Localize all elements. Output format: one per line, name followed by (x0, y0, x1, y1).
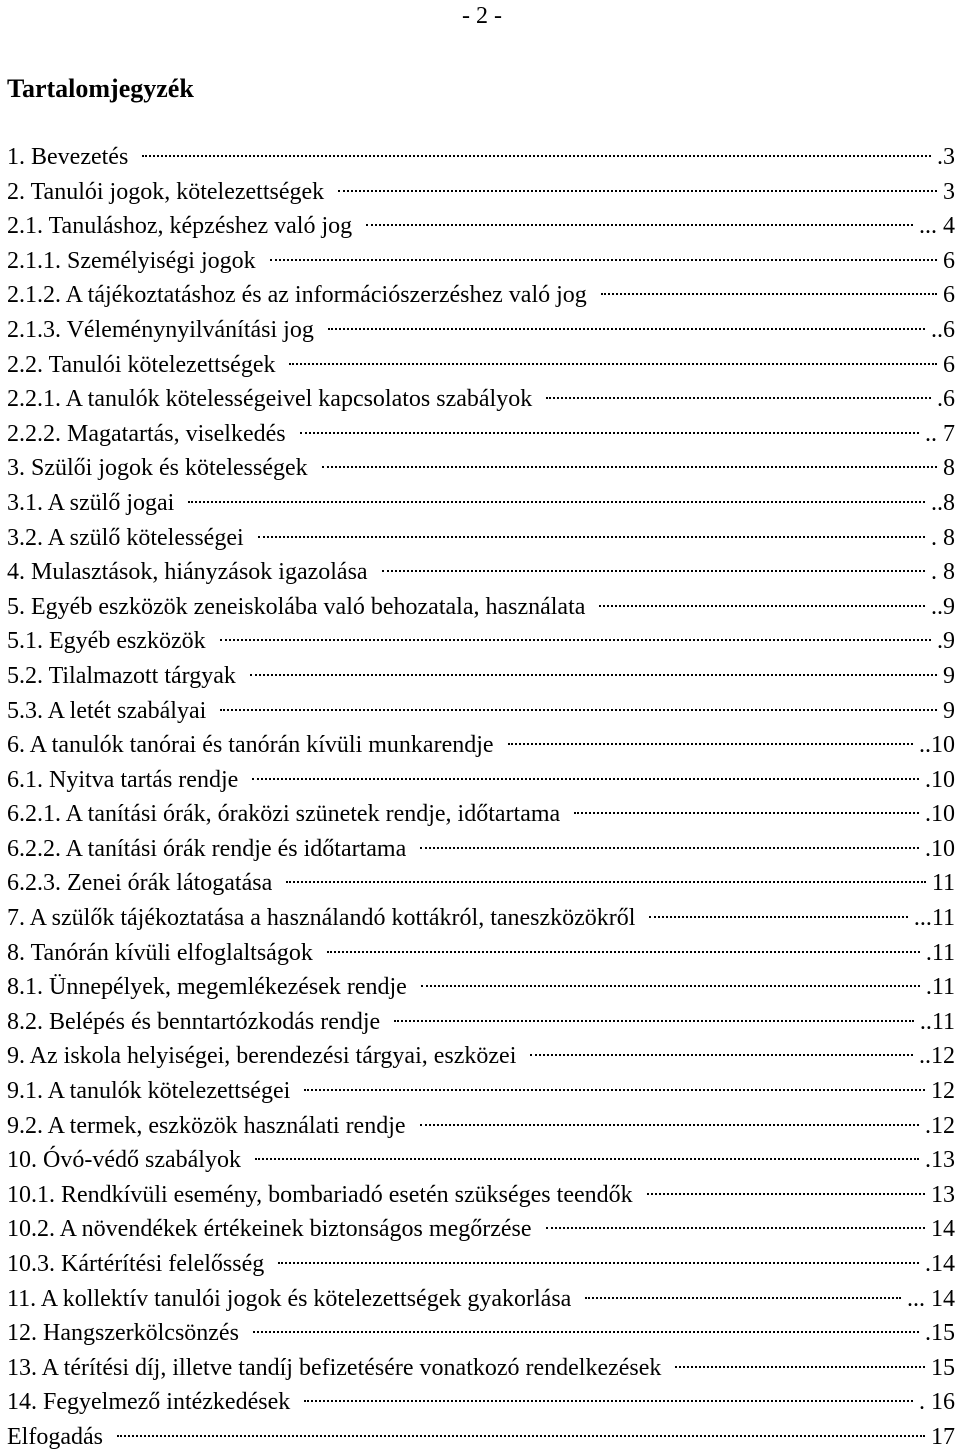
toc-entry-label: 4. Mulasztások, hiányzások igazolása (7, 559, 368, 586)
toc-entry-label: 10.2. A növendékek értékeinek biztonságos megőrzése (7, 1216, 532, 1243)
toc-entry-label: 5.2. Tilalmazott tárgyak (7, 662, 236, 689)
toc-entry-page: .9 (937, 628, 955, 655)
toc-entry[interactable] (7, 244, 955, 279)
toc-entry[interactable] (7, 313, 955, 348)
toc-entry-label: 8. Tanórán kívüli elfoglaltságok (7, 939, 313, 966)
toc-dot-leader (304, 1400, 913, 1402)
toc-entry[interactable] (7, 832, 955, 867)
toc-dot-leader (255, 1158, 919, 1160)
toc-entry-page: .10 (925, 766, 955, 793)
toc-entry-label: 2.2.1. A tanulók kötelességeivel kapcsolatos szabályok (7, 386, 533, 413)
toc-dot-leader (366, 224, 913, 226)
toc-entry-label: 2.1.1. Személyiségi jogok (7, 247, 256, 274)
toc-entry[interactable] (7, 866, 955, 901)
toc-entry-label: 10.3. Kártérítési felelősség (7, 1251, 265, 1277)
toc-entry-page: 12 (931, 1078, 955, 1105)
toc-entry-page: .10 (925, 801, 955, 828)
toc-title: Tartalomjegyzék (7, 74, 194, 103)
toc-entry[interactable] (7, 1178, 955, 1213)
toc-entry[interactable] (7, 1247, 955, 1282)
toc-entry[interactable] (7, 728, 955, 763)
toc-dot-leader (117, 1435, 925, 1437)
toc-entry-page: 17 (931, 1423, 955, 1450)
toc-dot-leader (338, 190, 937, 192)
toc-entry-label: Elfogadás (7, 1423, 103, 1450)
toc-entry[interactable] (7, 1005, 955, 1040)
toc-entry-label: 3.1. A szülő jogai (7, 489, 175, 516)
toc-entry-page: 6 (943, 247, 955, 274)
toc-entry-page: 6 (943, 351, 955, 378)
toc-entry-page: ..8 (931, 489, 955, 516)
toc-entry-page: .10 (925, 835, 955, 862)
toc-dot-leader (601, 293, 937, 295)
toc-entry[interactable] (7, 1420, 955, 1455)
toc-dot-leader (289, 363, 937, 365)
toc-entry-page: ... 14 (907, 1285, 955, 1312)
toc-entry[interactable] (7, 590, 955, 625)
toc-dot-leader (421, 985, 920, 987)
toc-entry-label: 10.1. Rendkívüli esemény, bombariadó esetén szükséges teendők (7, 1181, 633, 1208)
toc-entry-label: 12. Hangszerkölcsönzés (7, 1320, 239, 1347)
toc-entry-label: 5. Egyéb eszközök zeneiskolába való behozatala, használata (7, 593, 586, 620)
toc-entry-label: 2.1.3. Véleménynyilvánítási jog (7, 316, 314, 343)
toc-entry[interactable] (7, 694, 955, 729)
toc-entry-label: 2.2. Tanulói kötelezettségek (7, 351, 276, 378)
toc-dot-leader (675, 1366, 925, 1368)
toc-entry[interactable] (7, 521, 955, 556)
toc-entry-label: 6.2.2. A tanítási órák rendje és időtartama (7, 835, 407, 862)
toc-dot-leader (647, 1193, 925, 1195)
toc-dot-leader (382, 570, 925, 572)
toc-entry-page: 15 (931, 1354, 955, 1381)
toc-entry-label: 14. Fegyelmező intézkedések (7, 1389, 291, 1416)
toc-entry[interactable] (7, 797, 955, 832)
toc-entry[interactable] (7, 659, 955, 694)
toc-entry[interactable] (7, 209, 955, 244)
page-number: - 2 - (462, 3, 502, 29)
toc-entry-label: 11. A kollektív tanulói jogok és kötelezettségek gyakorlása (7, 1285, 572, 1312)
toc-dot-leader (250, 674, 937, 676)
toc-entry[interactable] (7, 936, 955, 971)
toc-dot-leader (252, 778, 919, 780)
toc-entry[interactable] (7, 1282, 955, 1317)
toc-dot-leader (585, 1297, 901, 1299)
toc-dot-leader (328, 328, 925, 330)
toc-entry-label: 6.1. Nyitva tartás rendje (7, 766, 239, 793)
toc-entry-page: .15 (925, 1320, 955, 1347)
toc-entry-label: 2.1.2. A tájékoztatáshoz és az információszerzéshez való jog (7, 282, 587, 309)
toc-dot-leader (546, 397, 931, 399)
toc-dot-leader (420, 847, 919, 849)
toc-entry-label: 3. Szülői jogok és kötelességek (7, 455, 308, 482)
toc-entry-page: 11 (931, 870, 955, 897)
toc-entry-label: 13. A térítési díj, illetve tandíj befizetésére vonatkozó rendelkezések (7, 1354, 662, 1381)
toc-entry-page: .3 (937, 144, 955, 170)
toc-entry[interactable] (7, 175, 955, 210)
toc-dot-leader (220, 709, 937, 711)
toc-dot-leader (530, 1054, 913, 1056)
toc-dot-leader (188, 501, 925, 503)
toc-entry-page: .. 7 (925, 420, 955, 447)
toc-entry-label: 2.2.2. Magatartás, viselkedés (7, 420, 286, 447)
toc-entry-label: 1. Bevezetés (7, 144, 129, 170)
toc-dot-leader (327, 951, 920, 953)
toc-dot-leader (508, 743, 913, 745)
toc-entry[interactable] (7, 348, 955, 383)
toc-entry-page: .13 (925, 1147, 955, 1174)
toc-entry-page: ..11 (919, 1008, 955, 1035)
toc-entry-page: ..12 (919, 1043, 955, 1070)
table-of-contents (7, 140, 955, 1455)
toc-entry[interactable] (7, 624, 955, 659)
toc-entry[interactable] (7, 417, 955, 452)
toc-entry-label: 6.2.1. A tanítási órák, óraközi szünetek rendje, időtartama (7, 801, 561, 828)
toc-entry-label: 8.1. Ünnepélyek, megemlékezések rendje (7, 974, 407, 1001)
toc-entry-label: 7. A szülők tájékoztatása a használandó kottákról, taneszközökről (7, 905, 636, 932)
toc-entry-page: .6 (937, 386, 955, 413)
toc-entry[interactable] (7, 1316, 955, 1351)
toc-entry[interactable] (7, 382, 955, 417)
toc-entry-label: 6. A tanulók tanórai és tanórán kívüli munkarendje (7, 732, 494, 759)
toc-dot-leader (599, 605, 925, 607)
toc-entry-label: 9.2. A termek, eszközök használati rendje (7, 1112, 406, 1139)
toc-entry[interactable] (7, 486, 955, 521)
toc-dot-leader (546, 1227, 925, 1229)
toc-entry[interactable] (7, 1143, 955, 1178)
toc-entry-page: ..9 (931, 593, 955, 620)
toc-entry-page: .11 (925, 974, 955, 1001)
toc-entry[interactable] (7, 140, 955, 175)
toc-entry-page: 6 (943, 282, 955, 309)
toc-entry-page: 8 (943, 455, 955, 482)
toc-dot-leader (300, 432, 919, 434)
toc-entry[interactable] (7, 1212, 955, 1247)
toc-entry-label: 2.1. Tanuláshoz, képzéshez való jog (7, 213, 353, 240)
toc-dot-leader (394, 1020, 914, 1022)
toc-entry-page: .11 (925, 939, 955, 966)
toc-entry[interactable] (7, 763, 955, 798)
toc-entry-label: 9.1. A tanulók kötelezettségei (7, 1078, 291, 1105)
toc-entry-label: 2. Tanulói jogok, kötelezettségek (7, 178, 325, 205)
toc-entry[interactable] (7, 1385, 955, 1420)
toc-entry-page: ..6 (931, 316, 955, 343)
toc-entry-page: .12 (925, 1112, 955, 1139)
toc-entry-page: 9 (943, 697, 955, 724)
toc-entry-label: 6.2.3. Zenei órák látogatása (7, 870, 273, 897)
toc-dot-leader (253, 1331, 919, 1333)
toc-entry[interactable] (7, 970, 955, 1005)
toc-entry-page: 14 (931, 1216, 955, 1243)
toc-entry[interactable] (7, 278, 955, 313)
toc-dot-leader (286, 881, 926, 883)
toc-entry-page: . 8 (931, 524, 955, 551)
toc-dot-leader (322, 466, 937, 468)
toc-dot-leader (649, 916, 907, 918)
toc-entry[interactable] (7, 555, 955, 590)
toc-entry-label: 5.3. A letét szabályai (7, 697, 207, 724)
toc-entry[interactable] (7, 1351, 955, 1386)
toc-entry-page: . 16 (919, 1389, 955, 1416)
toc-entry-label: 5.1. Egyéb eszközök (7, 628, 206, 655)
toc-entry-page: ... 4 (919, 213, 955, 240)
toc-entry-label: 8.2. Belépés és benntartózkodás rendje (7, 1008, 381, 1035)
toc-entry-page: ...11 (913, 905, 955, 932)
toc-entry-page: 3 (943, 178, 955, 205)
toc-entry[interactable] (7, 451, 955, 486)
toc-dot-leader (270, 259, 937, 261)
toc-dot-leader (574, 812, 919, 814)
toc-entry-page: 13 (931, 1181, 955, 1208)
toc-dot-leader (258, 536, 925, 538)
toc-dot-leader (278, 1262, 919, 1264)
toc-entry-page: .14 (925, 1251, 955, 1277)
toc-dot-leader (420, 1124, 919, 1126)
toc-dot-leader (142, 155, 931, 157)
toc-entry-page: ..10 (919, 732, 955, 759)
toc-entry-label: 10. Óvó-védő szabályok (7, 1147, 241, 1174)
toc-entry[interactable] (7, 901, 955, 936)
toc-entry-page: 9 (943, 662, 955, 689)
toc-entry[interactable] (7, 1039, 955, 1074)
toc-dot-leader (304, 1089, 925, 1091)
toc-entry[interactable] (7, 1109, 955, 1144)
toc-entry[interactable] (7, 1074, 955, 1109)
toc-entry-label: 9. Az iskola helyiségei, berendezési tárgyai, eszközei (7, 1043, 517, 1070)
toc-entry-page: . 8 (931, 559, 955, 586)
toc-dot-leader (220, 639, 931, 641)
toc-entry-label: 3.2. A szülő kötelességei (7, 524, 244, 551)
